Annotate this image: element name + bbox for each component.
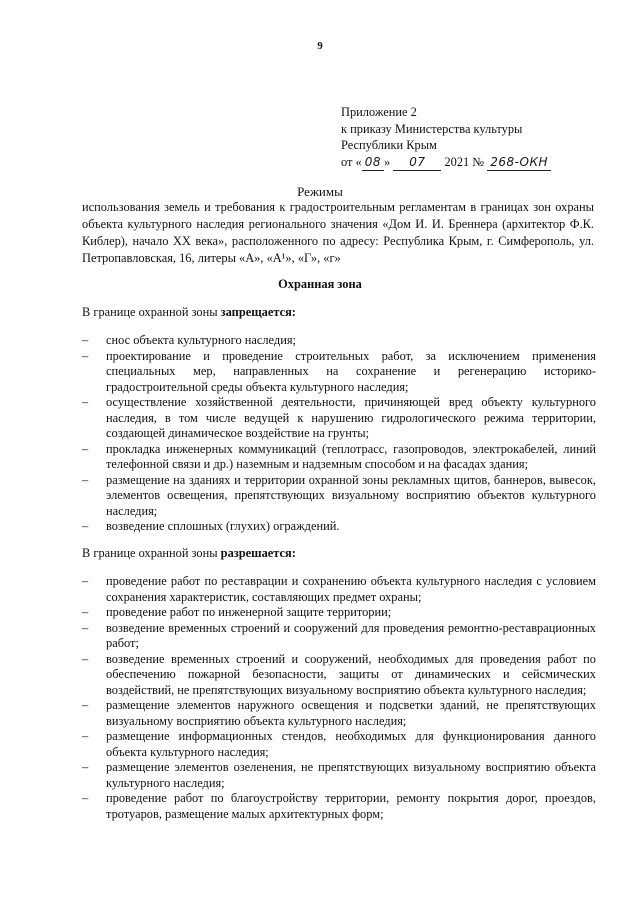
prohibited-item — [82, 473, 596, 520]
handwritten-day: 08 — [362, 154, 384, 172]
prohibited-item-text: возведение сплошных (глухих) ограждений. — [106, 519, 340, 533]
list-dash: – — [82, 333, 89, 347]
allowed-lead — [82, 546, 296, 561]
prohibited-item-text: снос объекта культурного наследия; — [106, 333, 296, 347]
date-mid: » — [384, 154, 391, 169]
prohibited-item — [82, 349, 596, 396]
handwritten-order-number: 268-ОКН — [487, 154, 551, 172]
allowed-item-text: размещение элементов озеленения, не препятствующих визуальному восприятию объекта культурного наследия; — [106, 760, 596, 790]
prohibited-item — [82, 395, 596, 442]
prohibited-item-text: проектирование и проведение строительных работ, за исключением применения специальных мер, направленных на сохранение и регенерацию историко-градостроительной среды объекта культурного наследия; — [106, 348, 596, 394]
prohibited-lead-bold: запрещается: — [220, 305, 296, 319]
page-number: 9 — [317, 40, 323, 52]
allowed-item — [82, 729, 596, 760]
allowed-item-text: размещение элементов наружного освещения и подсветки зданий, не препятствующих визуальному восприятию объекта культурного наследия; — [106, 698, 596, 728]
allowed-lead-text: В границе охранной зоны — [82, 546, 221, 560]
handwritten-month: 07 — [393, 154, 441, 172]
allowed-item — [82, 698, 596, 729]
allowed-item-text: размещение информационных стендов, необходимых для функционирования данного объекта культурного наследия; — [106, 729, 596, 759]
intro-paragraph: использования земель и требования к градостроительным регламентам в границах зон охраны объекта культурного наследия регионального значения «Дом И. И. Бреннера (архитектор Ф.К. Киблер), начало XX века», расположенного по адресу: Республика Крым, г. Симферополь, ул. Петропавловская, 16, литеры «А», «А¹», «Г», «г» — [82, 200, 594, 265]
allowed-item-text: возведение временных строений и сооружений для проведения ремонтно-реставрационных работ; — [106, 620, 596, 650]
list-dash: – — [82, 395, 89, 409]
prohibited-item — [82, 442, 596, 473]
allowed-lead-bold: разрешается: — [220, 546, 296, 560]
prohibited-item-text: осуществление хозяйственной деятельности, причиняющей вред объекту культурного наследия, в том числе ведущей к нарушению гидрологического режима территории, создающей динамическое воздействие на грунты; — [106, 395, 596, 440]
allowed-item — [82, 574, 596, 605]
allowed-item-text: возведение временных строений и сооружений, необходимых для проведения работ по обеспечению пожарной безопасности, защиты от динамических и сейсмических воздействий, не препятствующих визуальному восприятию объекта культурного наследия; — [106, 651, 596, 697]
list-dash: – — [82, 605, 89, 619]
appendix-header — [341, 104, 551, 171]
list-dash: – — [82, 348, 89, 363]
prohibited-item — [82, 333, 596, 349]
prohibited-list — [82, 333, 596, 535]
list-dash: – — [82, 472, 89, 487]
allowed-item — [82, 652, 596, 699]
allowed-item — [82, 791, 596, 822]
allowed-list — [82, 574, 596, 822]
allowed-item — [82, 605, 596, 621]
list-dash: – — [82, 729, 89, 743]
list-dash: – — [82, 519, 89, 533]
list-dash: – — [82, 698, 89, 712]
allowed-item — [82, 760, 596, 791]
list-dash: – — [82, 760, 89, 774]
allowed-item-text: проведение работ по инженерной защите территории; — [106, 605, 392, 619]
appendix-date-line — [341, 154, 551, 172]
allowed-item-text: проведение работ по реставрации и сохранению объекта культурного наследия с условием сохранения характеристик, составляющих предмет охраны; — [106, 574, 596, 604]
prohibited-lead-text: В границе охранной зоны — [82, 305, 221, 319]
list-dash: – — [82, 651, 89, 666]
prohibited-lead — [82, 305, 296, 320]
appendix-order-ref: к приказу Министерства культуры — [341, 121, 523, 136]
prohibited-item-text: прокладка инженерных коммуникаций (теплотрасс, газопроводов, электрокабелей, линий телефонной связи и др.) наземным и надземным способом и на фасадах здания; — [106, 441, 596, 471]
list-dash: – — [82, 620, 89, 635]
appendix-ministry: Республики Крым — [341, 138, 437, 152]
prohibited-item-text: размещение на зданиях и территории охранной зоны рекламных щитов, баннеров, вывесок, элементов освещения, препятствующих визуальному восприятию объектов культурного наследия; — [106, 472, 596, 518]
appendix-title: Приложение 2 — [341, 105, 417, 119]
date-year: 2021 № — [444, 154, 485, 169]
list-dash: – — [82, 791, 89, 805]
list-dash: – — [82, 574, 89, 588]
prohibited-item — [82, 519, 596, 535]
allowed-item — [82, 621, 596, 652]
allowed-item-text: проведение работ по благоустройству территории, ремонту покрытия дорог, проездов, тротуаров, размещение малых архитектурных форм; — [106, 791, 596, 821]
date-prefix: от « — [341, 154, 362, 169]
list-dash: – — [82, 441, 89, 456]
document-title: Режимы — [297, 184, 343, 199]
section-heading-protection-zone: Охранная зона — [278, 277, 362, 291]
